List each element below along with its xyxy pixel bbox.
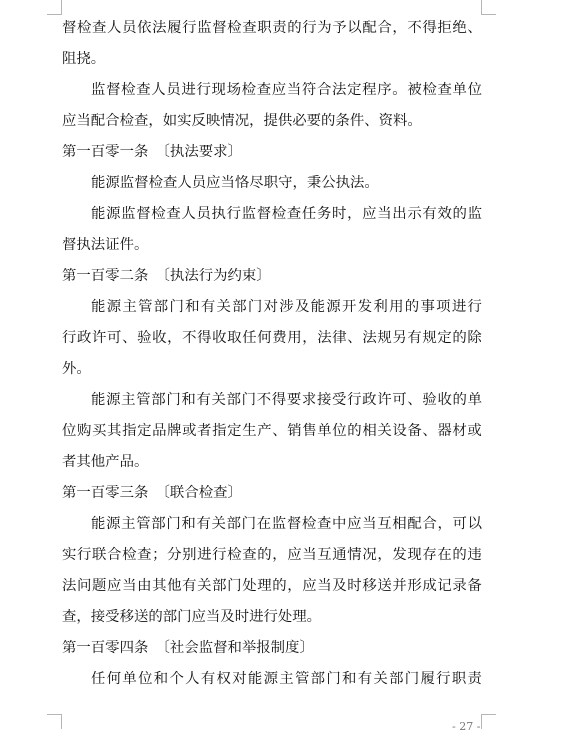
article-heading: 第一百零二条 〔执法行为约束〕 bbox=[62, 268, 271, 284]
paragraph-line: 者其他产品。 bbox=[62, 454, 149, 470]
paragraph-line: 查，接受移送的部门应当及时进行处理。 bbox=[62, 609, 322, 625]
document-body bbox=[62, 13, 482, 695]
paragraph-line: 阻挠。 bbox=[62, 51, 106, 67]
paragraph-line: 位 购 买 其 指 定 品 牌 或 者 指 定 生 产 、 销 售 单 位 的 相 关 设 备 、 器 材 或 bbox=[62, 423, 482, 439]
paragraph-line: 能 源 主 管 部 门 和 有 关 部 门 对 涉 及 能 源 开 发 利 用 的 事 项 进 行 bbox=[91, 299, 482, 315]
paragraph-line: 督 检 查 人 员 依 法 履 行 监 督 检 查 职 责 的 行 为 予 以 配 合 ， 不 得 拒 绝 、 bbox=[62, 20, 482, 36]
crop-mark-bottom-left bbox=[47, 714, 62, 729]
paragraph-line: 法 问 题 应 当 由 其 他 有 关 部 门 处 理 的 ， 应 当 及 时 移 送 并 形 成 记 录 备 bbox=[62, 578, 482, 594]
paragraph-line: 行 政 许 可 、 验 收 ， 不 得 收 取 任 何 费 用 ， 法 律 、 法 规 另 有 规 定 的 除 bbox=[62, 330, 482, 346]
paragraph-line: 能源监督检查人员应当恪尽职守，秉公执法。 bbox=[91, 175, 379, 191]
crop-mark-top-left bbox=[47, 0, 62, 15]
paragraph-line: 任 何 单 位 和 个 人 有 权 对 能 源 主 管 部 门 和 有 关 部 门 履 行 职 责 bbox=[91, 671, 482, 687]
paragraph-line: 应当配合检查，如实反映情况，提供必要的条件、资料。 bbox=[62, 113, 422, 129]
paragraph-line: 实 行 联 合 检 查 ； 分 别 进 行 检 查 的 ， 应 当 互 通 情 况 ， 发 现 存 在 的 违 bbox=[62, 547, 482, 563]
article-heading: 第一百零四条 〔社会监督和举报制度〕 bbox=[62, 640, 314, 656]
article-heading: 第一百零一条 〔执法要求〕 bbox=[62, 144, 242, 160]
paragraph-line: 能 源 主 管 部 门 和 有 关 部 门 不 得 要 求 接 受 行 政 许 可 、 验 收 的 单 bbox=[91, 392, 482, 408]
paragraph-line: 督执法证件。 bbox=[62, 237, 149, 253]
crop-mark-top-right bbox=[481, 0, 496, 15]
paragraph-line: 能 源 主 管 部 门 和 有 关 部 门 在 监 督 检 查 中 应 当 互 相 配 合 ， 可 以 bbox=[91, 516, 482, 532]
page-number: - 27 - bbox=[452, 720, 481, 733]
crop-mark-bottom-right bbox=[481, 714, 496, 729]
paragraph-line: 监 督 检 查 人 员 进 行 现 场 检 查 应 当 符 合 法 定 程 序 。 被 检 查 单 位 bbox=[91, 82, 482, 98]
paragraph-line: 能 源 监 督 检 查 人 员 执 行 监 督 检 查 任 务 时 ， 应 当 出 示 有 效 的 监 bbox=[91, 206, 482, 222]
paragraph-line: 外。 bbox=[62, 361, 91, 377]
article-heading: 第一百零三条 〔联合检查〕 bbox=[62, 485, 242, 501]
